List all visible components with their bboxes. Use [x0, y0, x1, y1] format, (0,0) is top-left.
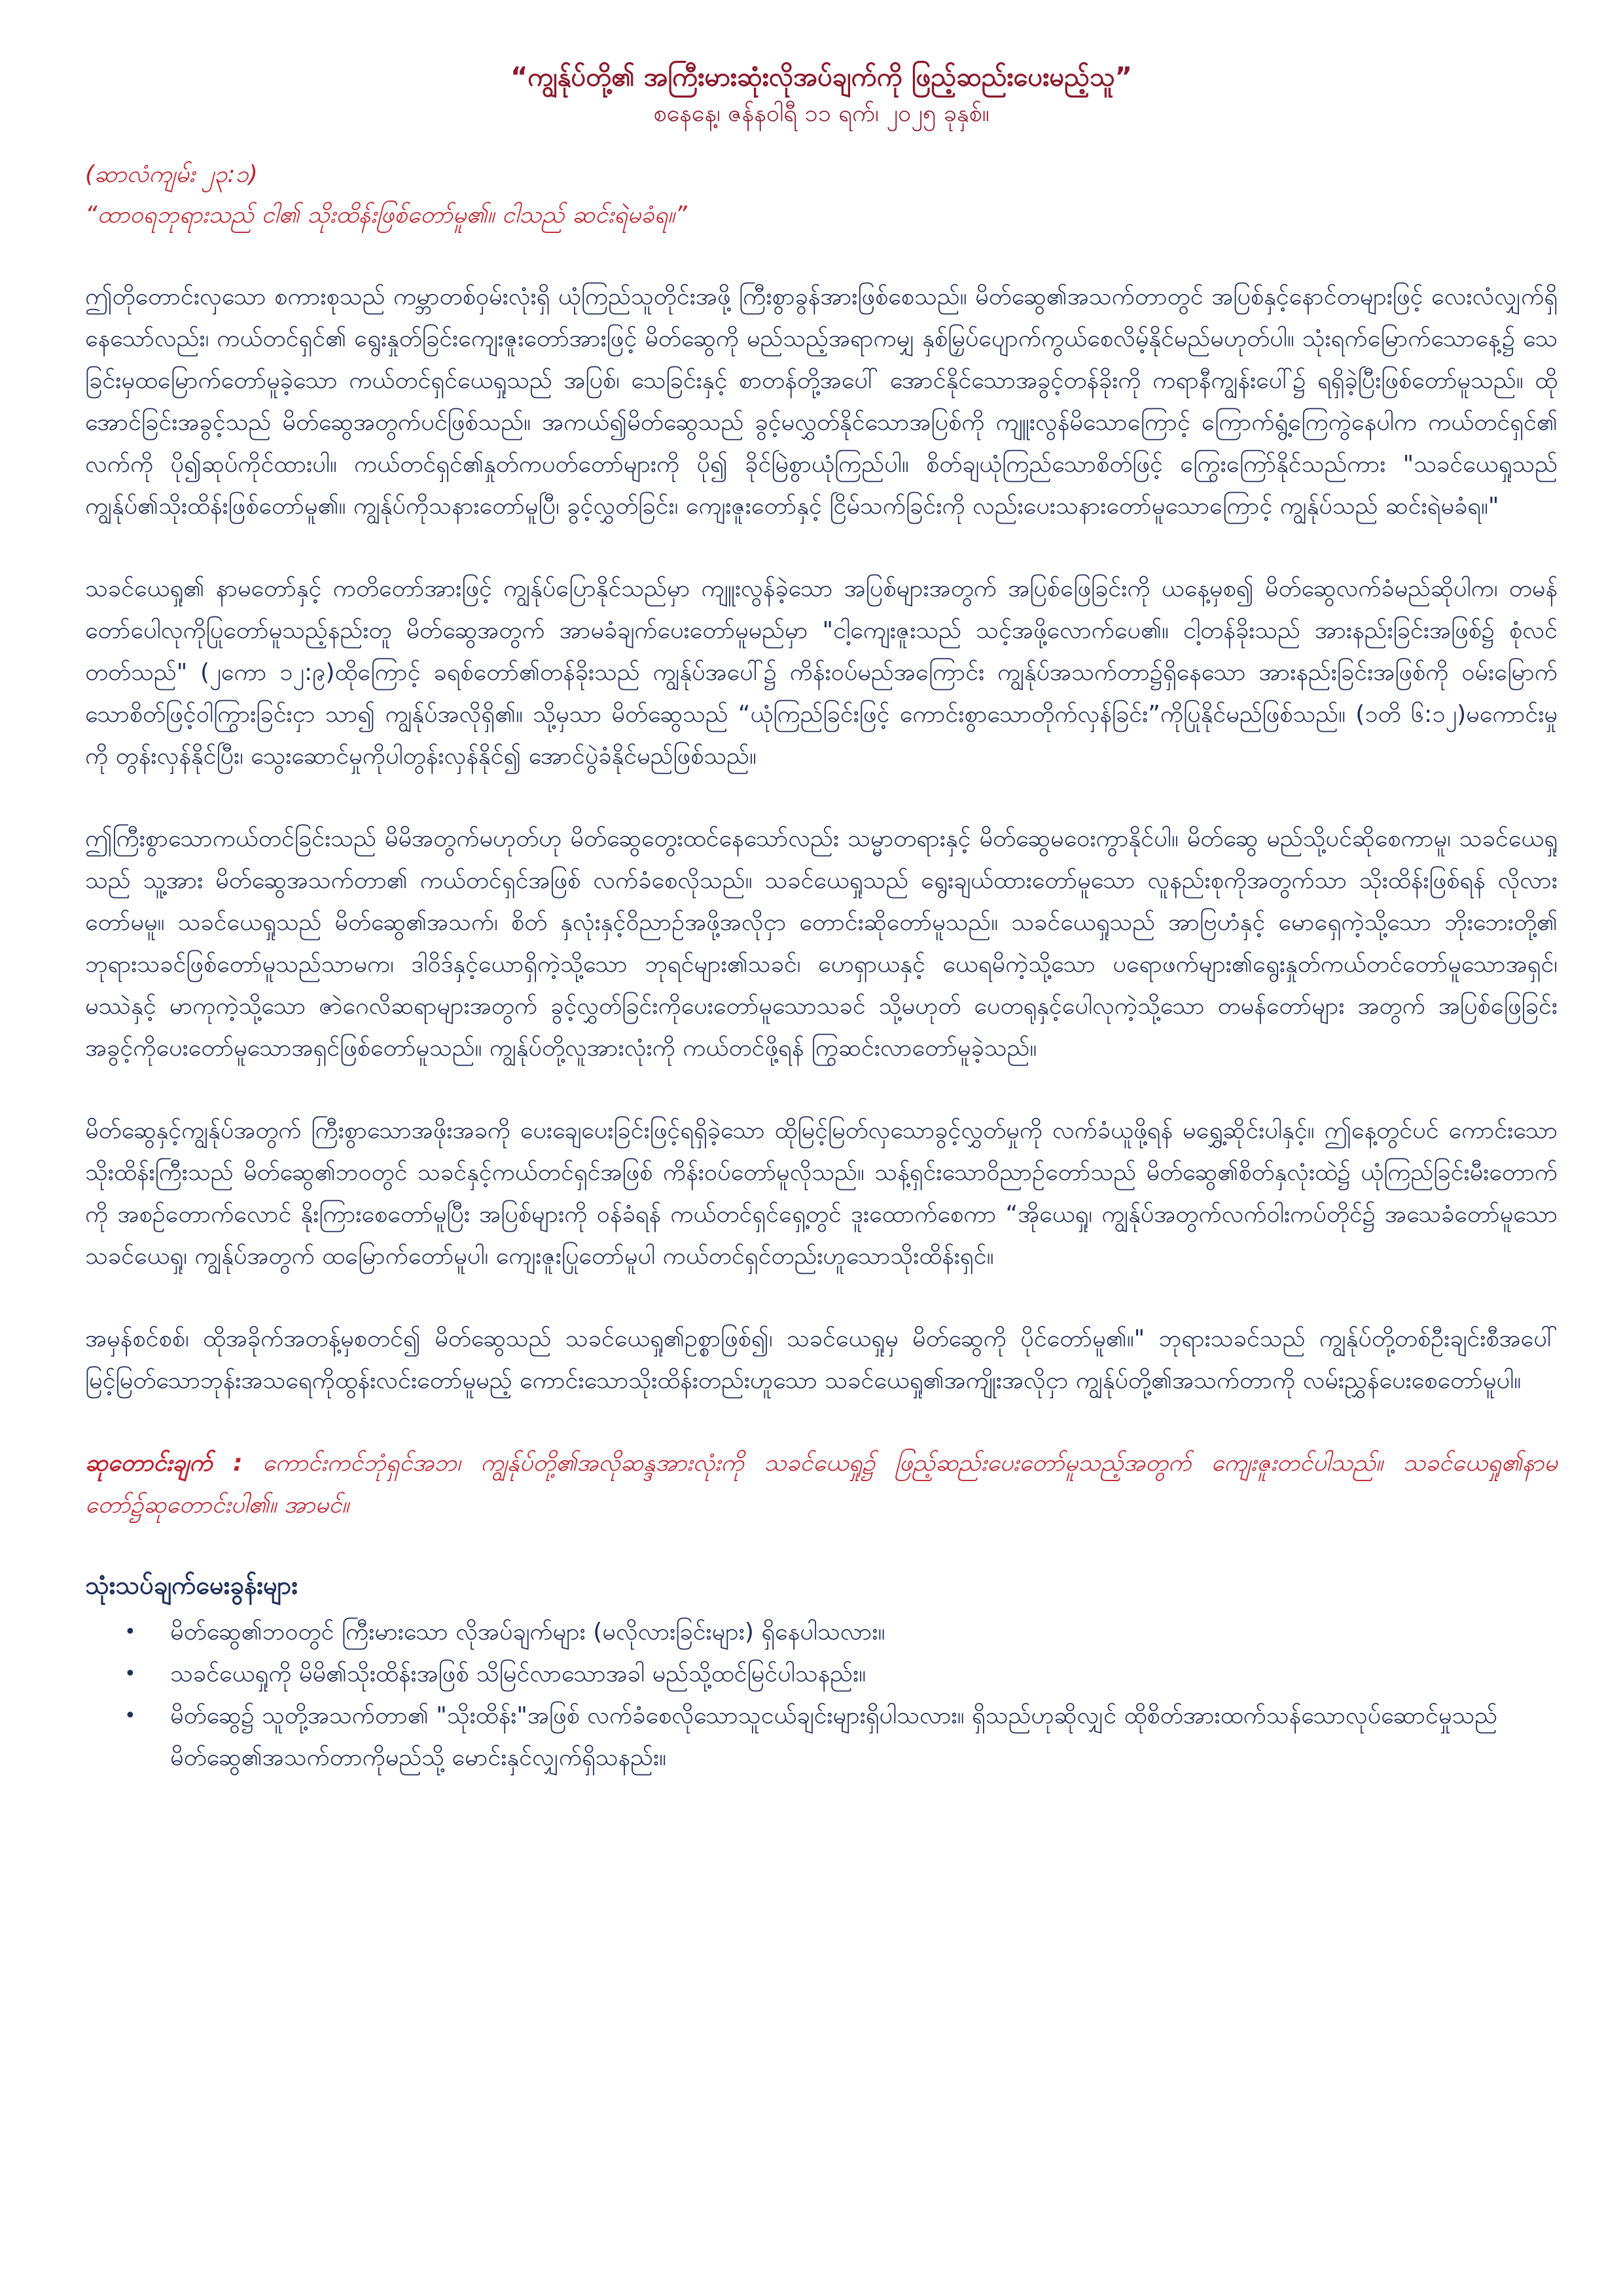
verse-reference: (ဆာလံကျမ်း ၂၃:၁) — [85, 161, 258, 188]
body-paragraph-1: ဤတိုတောင်းလှသော စကားစုသည် ကမ္ဘာတစ်ဝှမ်းလုံးရှိ ယုံကြည်သူတိုင်းအဖို့ ကြီးစွာခွန်အားဖြစ်စေသည်။ မိတ်ဆွေ၏အသက်တာတွင် အပြစ်နှင့်နောင်တများဖြင့် လေးလံလျှက်ရှိနေသော်လည်း၊ ကယ်တင်ရှင်၏ ရွေးနှုတ်ခြင်းကျေးဇူးတော်အားဖြင့် မိတ်ဆွေကို မည်သည့်အရာကမျှ နှစ်မြှပ်ပျောက်ကွယ်စေလိမ့်နိုင်မည်မဟုတ်ပါ။ သုံးရက်မြောက်သောနေ့၌ သေခြင်းမှထမြောက်တော်မူခဲ့သော ကယ်တင်ရှင်ယေရှုသည် အပြစ်၊ သေခြင်းနှင့် စာတန်တို့အပေါ် အောင်နိုင်သောအခွင့်တန်ခိုးကို ကရာနီကျွန်းပေါ်၌ ရရှိခဲ့ပြီးဖြစ်တော်မူသည်။ ထိုအောင်ခြင်းအခွင့်သည် မိတ်ဆွေအတွက်ပင်ဖြစ်သည်။ အကယ်၍မိတ်ဆွေသည် ခွင့်မလွှတ်နိုင်သောအပြစ်ကို ကျူးလွန်မိသောကြောင့် ကြောက်ရွံ့ကြေကွဲနေပါက ကယ်တင်ရှင်၏ လက်ကို ပို၍ဆုပ်ကိုင်ထားပါ။ ကယ်တင်ရှင်၏နှုတ်ကပတ်တော်များကို ပို၍ ခိုင်မြဲစွာယုံကြည်ပါ။ စိတ်ချယုံကြည်သောစိတ်ဖြင့် ကြွေးကြော်နိုင်သည်ကား "သခင်ယေရှုသည် ကျွန်ုပ်၏သိုးထိန်းဖြစ်တော်မူ၏။ ကျွန်ုပ်ကိုသနားတော်မူပြီ၊ ခွင့်လွှတ်ခြင်း၊ ကျေးဇူးတော်နှင့် ငြိမ်သက်ခြင်းကို လည်းပေးသနားတော်မူသောကြောင့် ကျွန်ုပ်သည် ဆင်းရဲမခံရ။" — [85, 283, 1558, 520]
body-paragraph-3: ဤကြီးစွာသောကယ်တင်ခြင်းသည် မိမိအတွက်မဟုတ်ဟု မိတ်ဆွေတွေးထင်နေသော်လည်း သမ္မာတရားနှင့် မိတ်ဆွေမဝေးကွာနိုင်ပါ။ မိတ်ဆွေ မည်သို့ပင်ဆိုစေကာမူ၊ သခင်ယေရှုသည် သူ့အား မိတ်ဆွေအသက်တာ၏ ကယ်တင်ရှင်အဖြစ် လက်ခံစေလိုသည်။ သခင်ယေရှုသည် ရွေးချယ်ထားတော်မူသော လူနည်းစုကိုအတွက်သာ သိုးထိန်းဖြစ်ရန် လိုလားတော်မမူ။ သခင်ယေရှုသည် မိတ်ဆွေ၏အသက်၊ စိတ် နှလုံးနှင့်ဝိညာဉ်အဖို့အလိုငှာ တောင်းဆိုတော်မူသည်။ သခင်ယေရှုသည် အာဗြဟံနှင့် မောရှေကဲ့သို့သော ဘိုးဘေးတို့၏ ဘုရားသခင်ဖြစ်တော်မူသည်သာမက၊ ဒါဝိဒ်နှင့်ယောရှိကဲ့သို့သော ဘုရင်များ၏သခင်၊ ဟေရှာယနှင့် ယေရမိကဲ့သို့သော ပရောဖက်များ၏ရွေးနှုတ်ကယ်တင်တော်မူသောအရှင်၊ မဿဲနှင့် မာကုကဲ့သို့သော ဇာဲဂေလိဆရာများအတွက် ခွင့်လွှတ်ခြင်းကိုပေးတော်မူသောသခင် သို့မဟုတ် ပေတရုနှင့်ပေါလုကဲ့သို့သော တမန်တော်များ အတွက် အပြစ်ဖြေခြင်းအခွင့်ကိုပေးတော်မူသောအရှင်ဖြစ်တော်မူသည်။ ကျွန်ုပ်တို့လူအားလုံးကို ကယ်တင်ဖို့ရန် ကြွဆင်းလာတော်မူခဲ့သည်။ — [85, 825, 1558, 1062]
prayer-label: ဆုတောင်းချက် : — [85, 1450, 243, 1477]
prayer-block — [85, 1443, 1558, 1526]
question-text: မိတ်ဆွေ၌ သူတို့အသက်တာ၏ "သိုးထိန်း"အဖြစ် လက်ခံစေလိုသောသူငယ်ချင်းများရှိပါသလား။ ရှိသည်ဟုဆိုလျှင် ထိုစိတ်အားထက်သန်သောလုပ်ဆောင်မှုသည် မိတ်ဆွေ၏အသက်တာကိုမည်သို့ မောင်းနှင်လျှက်ရှိသနည်း။ — [170, 1702, 1498, 1771]
prayer-text: ကောင်းကင်ဘုံရှင်အဘ၊ ကျွန်ုပ်တို့၏အလိုဆန္ဒအားလုံးကို သခင်ယေရှု၌ ဖြည့်ဆည်းပေးတော်မူသည့်အတွက် ကျေးဇူးတင်ပါသည်။ သခင်ယေရှု၏နာမတော်၌ဆုတောင်းပါ၏။ အာမင်။ — [85, 1450, 1558, 1518]
question-item — [124, 1695, 1558, 1779]
date-line: စနေနေ့၊ ဇန်နဝါရီ ၁၁ ရက်၊ ၂၀၂၅ ခုနှစ်။ — [653, 100, 990, 127]
bullet-icon: • — [124, 1704, 136, 1727]
body-paragraph-5: အမှန်စင်စစ်၊ ထိုအခိုက်အတန့်မှစတင်၍ မိတ်ဆွေသည် သခင်ယေရှု၏ဥစ္စာဖြစ်၍၊ သခင်ယေရှုမှ မိတ်ဆွေကို ပိုင်တော်မူ၏။" ဘုရားသခင်သည် ကျွန်ုပ်တို့တစ်ဦးချင်းစီအပေါ် မြင့်မြတ်သောဘုန်းအသရေကိုထွန်းလင်းတော်မူမည့် ကောင်းသောသိုးထိန်းတည်းဟူသော သခင်ယေရှု၏အကျိုးအလိုငှာ ကျွန်ုပ်တို့၏အသက်တာကို လမ်းညွှန်ပေးစေတော်မူပါ။ — [85, 1325, 1558, 1394]
verse-text: “ထာဝရဘုရားသည် ငါ၏ သိုးထိန်းဖြစ်တော်မူ၏။ ငါသည် ဆင်းရဲမခံရ။” — [85, 202, 687, 228]
devotional-page — [85, 59, 1558, 1779]
questions-heading: သုံးသပ်ချက်မေးခွန်းများ — [85, 1571, 298, 1600]
question-item — [124, 1653, 1558, 1695]
body-paragraph-4: မိတ်ဆွေနှင့်ကျွန်ုပ်အတွက် ကြီးစွာသောအဖိုးအခကို ပေးချေပေးခြင်းဖြင့်ရရှိခဲ့သော ထိုမြင့်မြတ်လှသောခွင့်လွှတ်မှုကို လက်ခံယူဖို့ရန် မရွှေ့ဆိုင်းပါနှင့်။ ဤနေ့တွင်ပင် ကောင်းသောသိုးထိန်းကြီးသည် မိတ်ဆွေ၏ဘဝတွင် သခင်နှင့်ကယ်တင်ရှင်အဖြစ် ကိန်းဝပ်တော်မူလိုသည်။ သန့်ရှင်းသောဝိညာဉ်တော်သည် မိတ်ဆွေ၏စိတ်နှလုံးထဲ၌ ယုံကြည်ခြင်းမီးတောက်ကို အစဉ်တောက်လောင် နိုးကြားစေတော်မူပြီး အပြစ်များကို ဝန်ခံရန် ကယ်တင်ရှင်ရှေ့တွင် ဒူးထောက်စေကာ “အိုယေရှု၊ ကျွန်ုပ်အတွက်လက်ဝါးကပ်တိုင်၌ အသေခံတော်မူသော သခင်ယေရှု၊ ကျွန်ုပ်အတွက် ထမြောက်တော်မူပါ၊ ကျေးဇူးပြုတော်မူပါ ကယ်တင်ရှင်တည်းဟူသောသိုးထိန်းရှင်။ — [85, 1117, 1558, 1270]
page-title: “ကျွန်ုပ်တို့၏ အကြီးမားဆုံးလိုအပ်ချက်ကို ဖြည့်ဆည်းပေးမည့်သူ” — [510, 62, 1132, 92]
bullet-icon: • — [124, 1621, 136, 1643]
body-paragraph-2: သခင်ယေရှု၏ နာမတော်နှင့် ကတိတော်အားဖြင့် ကျွန်ုပ်ပြောနိုင်သည်မှာ ကျူးလွန်ခဲ့သော အပြစ်များအတွက် အပြစ်ဖြေခြင်းကို ယနေ့မှစ၍ မိတ်ဆွေလက်ခံမည်ဆိုပါက၊ တမန်တော်ပေါလုကိုပြုတော်မူသည့်နည်းတူ မိတ်ဆွေအတွက် အာမခံချက်ပေးတော်မူမည်မှာ "ငါ့ကျေးဇူးသည် သင့်အဖို့လောက်ပေ၏။ ငါ့တန်ခိုးသည် အားနည်းခြင်းအဖြစ်၌ စုံလင်တတ်သည်" (၂ကော ၁၂:၉)ထိုကြောင့် ခရစ်တော်၏တန်ခိုးသည် ကျွန်ုပ်အပေါ်၌ ကိန်းဝပ်မည်အကြောင်း ကျွန်ုပ်အသက်တာ၌ရှိနေသော အားနည်းခြင်းအဖြစ်ကို ဝမ်းမြောက်သောစိတ်ဖြင့်ဝါကြွားခြင်းငှာ သာ၍ ကျွန်ုပ်အလိုရှိ၏။ သို့မှသာ မိတ်ဆွေသည် “ယုံကြည်ခြင်းဖြင့် ကောင်းစွာသောတိုက်လှန်ခြင်း”ကိုပြုနိုင်မည်ဖြစ်သည်။ (၁တိ ၆:၁၂)မကောင်းမှုကို တွန်းလှန်နိုင်ပြီး၊ သွေးဆောင်မှုကိုပါတွန်းလှန်နိုင်၍ အောင်ပွဲခံနိုင်မည်ဖြစ်သည်။ — [85, 575, 1558, 770]
bullet-icon: • — [124, 1662, 136, 1685]
questions-list — [85, 1611, 1558, 1779]
question-text: သခင်ယေရှုကို မိမိ၏သိုးထိန်းအဖြစ် သိမြင်လာသောအခါ မည်သို့ထင်မြင်ပါသနည်း။ — [170, 1660, 866, 1687]
question-text: မိတ်ဆွေ၏ဘဝတွင် ကြီးမားသော လိုအပ်ချက်များ (မလိုလားခြင်းများ) ရှိနေပါသလား။ — [170, 1619, 885, 1645]
question-item — [124, 1611, 1558, 1653]
